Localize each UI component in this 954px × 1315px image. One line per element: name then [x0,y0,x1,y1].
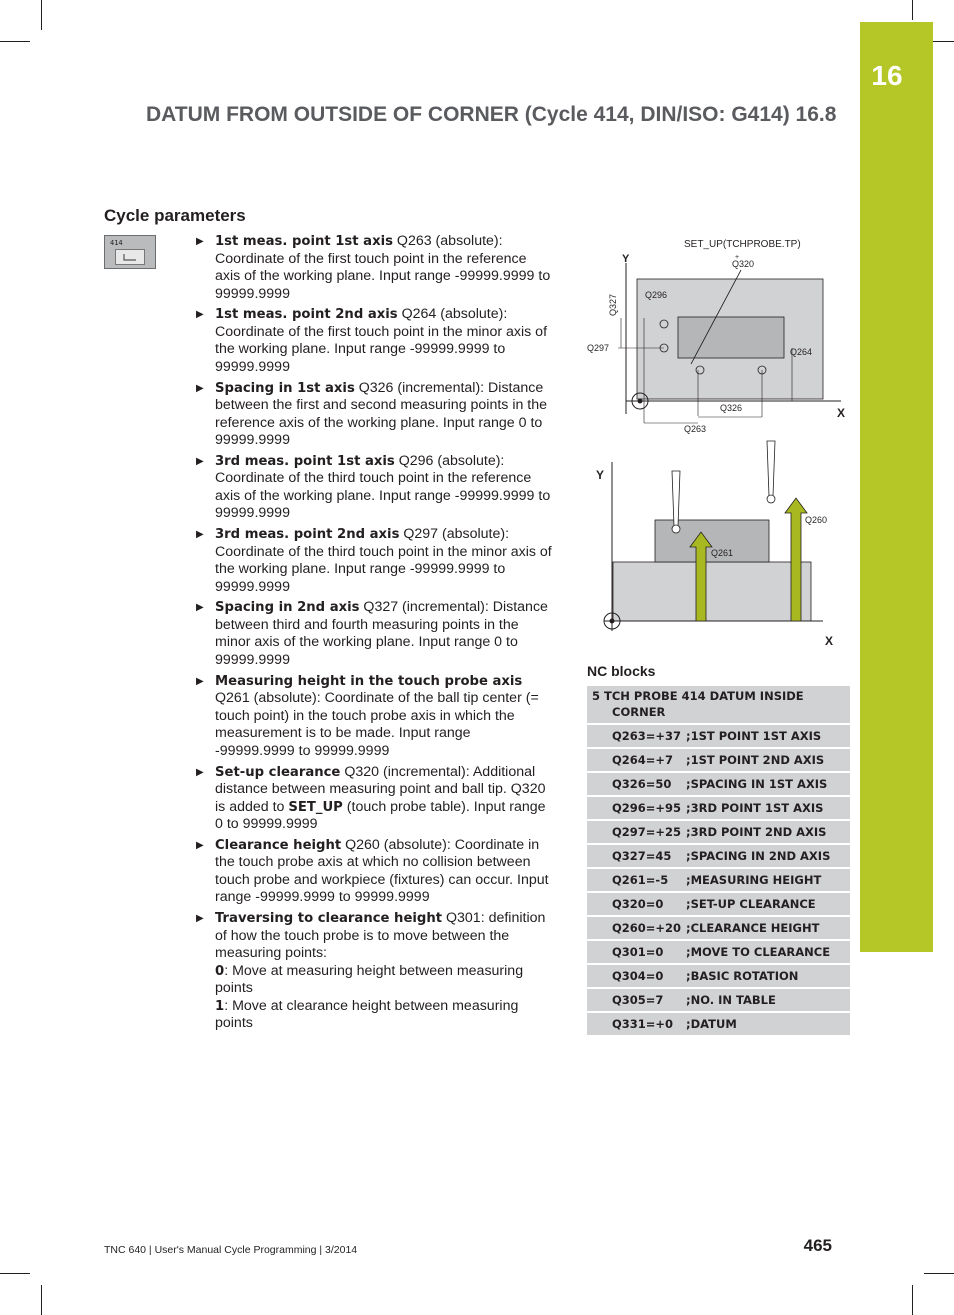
crop-mark [912,1285,913,1315]
nc-value: Q296=+95 [587,797,686,821]
nc-value: Q301=0 [587,941,686,965]
table-row [587,821,850,845]
y-axis-label: Y [596,468,605,482]
crop-mark [41,1285,42,1315]
nc-comment: ;DATUM [686,1013,850,1037]
table-row [587,845,850,869]
nc-value: Q326=50 [587,773,686,797]
probe-ball [767,495,775,503]
bullet-arrow-icon: ▶ [196,236,204,247]
bullet-arrow-icon: ▶ [196,455,204,467]
table-row [587,1013,850,1037]
param-option [215,963,554,998]
q297-label: Q297 [587,343,610,353]
q327-label: Q327 [608,293,618,316]
q260-label: Q260 [805,515,828,525]
param-desc: Q320 (incremental): Additional distance between measuring point and ball tip. Q320 is added to [215,763,546,815]
nc-comment: ;MOVE TO CLEARANCE [686,941,850,965]
nc-blocks-table [587,686,850,1037]
nc-value: Q331=+0 [587,1013,686,1037]
bullet-arrow-icon: ▶ [196,766,204,778]
nc-header-cell [587,686,850,725]
param-item [196,380,554,450]
crop-mark [924,1273,954,1274]
param-item [196,526,554,596]
crop-mark [912,0,913,20]
param-item [196,837,554,907]
table-row [587,869,850,893]
option-text: : Move at clearance height between measuring points [215,997,519,1032]
page-number: 465 [803,1236,832,1255]
crop-mark [0,1273,30,1274]
parameter-list [196,233,554,1036]
nc-header-line: CORNER [612,705,666,719]
x-axis-label: X [837,406,846,420]
param-item [196,233,554,303]
diagram-side-view [596,441,833,648]
param-name: Set-up clearance [215,764,341,780]
probe-stylus [767,441,775,496]
param-item [196,910,554,1033]
page-header-title: DATUM FROM OUTSIDE OF CORNER (Cycle 414, DIN/ISO: G414) 16.8 [146,103,837,126]
param-desc: Q327 (incremental): Distance between third and fourth measuring points in the minor axis of the working plane. Input range 0 to 99999.9999 [215,599,548,668]
option-key: 0 [215,963,225,979]
nc-value: Q304=0 [587,965,686,989]
table-row [587,749,850,773]
param-name: 3rd meas. point 1st axis [215,453,395,469]
param-item [196,453,554,523]
param-item [196,599,554,669]
diagram-top-view [587,239,845,434]
nc-comment: ;SET-UP CLEARANCE [686,893,850,917]
nc-comment: ;1ST POINT 2ND AXIS [686,749,850,773]
crop-mark [0,41,30,42]
datum-symbol [638,399,643,404]
table-row [587,893,850,917]
section-title: Cycle parameters [104,206,246,225]
param-name: 3rd meas. point 2nd axis [215,527,400,543]
bullet-arrow-icon: ▶ [196,529,204,541]
param-desc: Q260 (absolute): Coordinate in the touch probe axis at which no collision between touch probe and workpiece (fixtures) can occur. Input range -99999.9999 to 99999.9999 [215,836,549,906]
bullet-arrow-icon: ▶ [196,602,204,614]
crop-mark [41,0,42,30]
nc-block-header [587,686,850,725]
nc-value: Q305=7 [587,989,686,1013]
param-item [196,764,554,834]
nc-comment: ;3RD POINT 2ND AXIS [686,821,850,845]
nc-comment: ;MEASURING HEIGHT [686,869,850,893]
param-desc: Q297 (absolute): Coordinate of the third touch point in the minor axis of the working plane. Input range -99999.9999 to 99999.9999 [215,526,552,595]
cycle-414-softkey-icon [104,235,156,269]
bullet-arrow-icon: ▶ [196,675,204,687]
table-row [587,917,850,941]
x-axis-label: X [825,634,834,648]
option-key: 1 [215,998,225,1014]
nc-comment: ;3RD POINT 1ST AXIS [686,797,850,821]
probe-stylus [672,471,680,526]
nc-blocks-title: NC blocks [587,663,656,679]
softkey-label: 414 [110,239,123,247]
param-option [215,998,554,1033]
nc-value: Q320=0 [587,893,686,917]
q326-label: Q326 [720,403,743,413]
corner-icon [115,249,145,265]
q296-label: Q296 [645,290,668,300]
nc-value: Q327=45 [587,845,686,869]
nc-value: Q263=+37 [587,725,686,749]
param-keyword: SET_UP [288,799,343,815]
table-row [587,989,850,1013]
param-item [196,306,554,376]
param-desc: Q326 (incremental): Distance between the first and second measuring points in the reference axis of the working plane. Input range 0 to 99999.9999 [215,379,548,449]
param-desc: Q264 (absolute): Coordinate of the first touch point in the minor axis of the working plane. Input range -99999.9999 to 99999.9999 [215,306,548,375]
plus-marker: + [735,254,740,261]
nc-comment: ;CLEARANCE HEIGHT [686,917,850,941]
nc-comment: ;1ST POINT 1ST AXIS [686,725,850,749]
nc-value: Q264=+7 [587,749,686,773]
param-name: Spacing in 1st axis [215,380,355,396]
nc-comment: ;SPACING IN 2ND AXIS [686,845,850,869]
y-axis-label: Y [622,253,630,265]
cycle-diagrams [586,236,856,656]
q263-label: Q263 [684,424,707,434]
table-row [587,965,850,989]
table-row [587,797,850,821]
param-name: 1st meas. point 2nd axis [215,307,398,323]
bullet-arrow-icon: ▶ [196,913,204,925]
bullet-arrow-icon: ▶ [196,309,204,321]
chapter-tab [860,22,933,952]
param-desc: Q261 (absolute): Coordinate of the ball tip center (= touch point) in the touch probe axis in which the measurement is to be made. Input range -99999.9999 to 99999.9999 [215,690,539,759]
nc-value: Q260=+20 [587,917,686,941]
q261-label: Q261 [711,548,734,558]
probe-ball [672,525,680,533]
q264-label: Q264 [790,347,813,357]
param-desc: (touch probe table). Input range 0 to 99999.9999 [215,798,546,833]
option-text: : Move at measuring height between measuring points [215,962,524,997]
bullet-arrow-icon: ▶ [196,839,204,851]
param-name: Clearance height [215,837,342,853]
param-desc: Q296 (absolute): Coordinate of the third touch point in the reference axis of the working plane. Input range -99999.9999 to 99999.9999 [215,452,551,522]
workpiece-base [613,562,811,621]
nc-header-line: 5 TCH PROBE 414 DATUM INSIDE [592,689,804,703]
datum-symbol [610,619,615,624]
param-name: Traversing to clearance height [215,911,443,927]
nc-comment: ;NO. IN TABLE [686,989,850,1013]
nc-comment: ;BASIC ROTATION [686,965,850,989]
table-row [587,941,850,965]
nc-value: Q261=-5 [587,869,686,893]
footer-text: TNC 640 | User's Manual Cycle Programming | 3/2014 [104,1244,358,1256]
param-desc: Q263 (absolute): Coordinate of the first touch point in the reference axis of the working plane. Input range -99999.9999 to 99999.9999 [215,233,551,302]
param-item [196,673,554,761]
chapter-number: 16 [871,60,903,91]
param-desc: Q301: definition of how the touch probe is to move between the measuring points: [215,910,546,962]
workpiece-corner [678,317,784,358]
nc-comment: ;SPACING IN 1ST AXIS [686,773,850,797]
setup-label: SET_UP(TCHPROBE.TP) [684,239,801,250]
bullet-arrow-icon: ▶ [196,382,204,394]
table-row [587,773,850,797]
table-row [587,725,850,749]
param-name: Spacing in 2nd axis [215,600,360,616]
q320-label: Q320 [732,259,755,269]
param-name: Measuring height in the touch probe axis [215,673,523,689]
nc-value: Q297=+25 [587,821,686,845]
param-name: 1st meas. point 1st axis [215,234,393,249]
